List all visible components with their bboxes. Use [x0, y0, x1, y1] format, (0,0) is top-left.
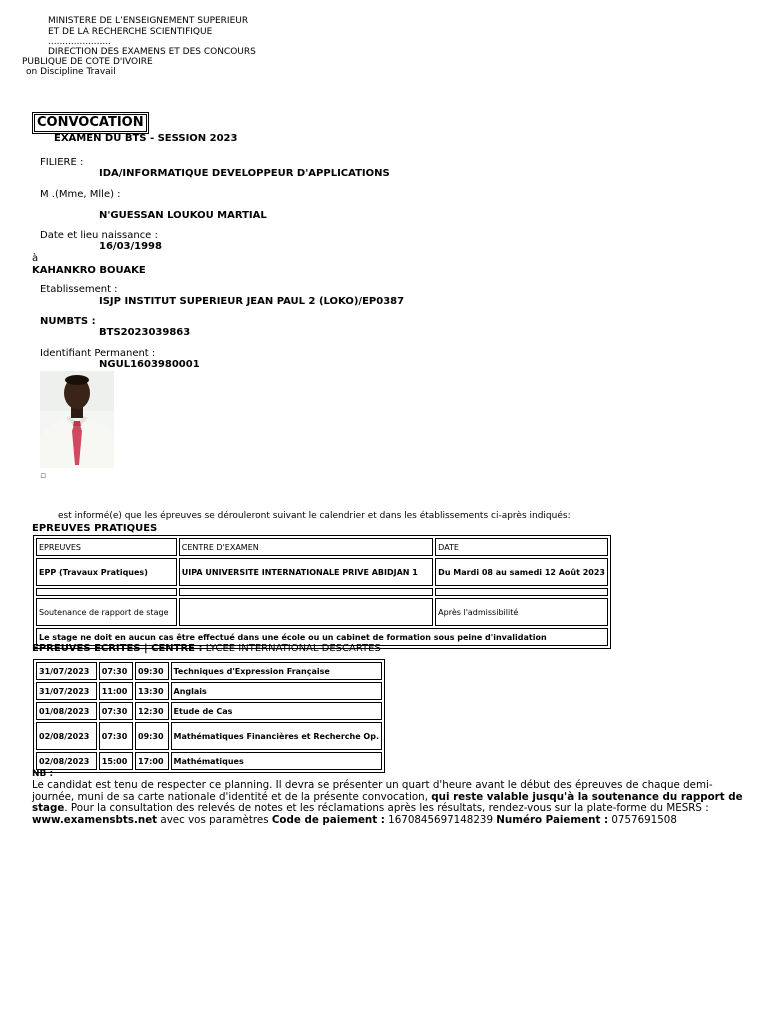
info-sentence: est informé(e) que les épreuves se dérouleront suivant le calendrier et dans les établissements ci-après indiqués: [58, 511, 571, 521]
soutenance-epreuve: Soutenance de rapport de stage [36, 598, 177, 626]
code-label: Code de paiement : [271, 814, 385, 827]
exam-subject: Mathématiques [171, 752, 382, 770]
table-row [36, 752, 382, 770]
name-label: M .(Mme, Mlle) : [40, 189, 121, 200]
epp-epreuve: EPP (Travaux Pratiques) [36, 558, 177, 586]
exam-date: 01/08/2023 [36, 702, 97, 720]
exam-start: 07:30 [99, 702, 133, 720]
table-row [36, 598, 608, 626]
num-value: 0757691508 [611, 814, 677, 827]
ministry-line-1: MINISTERE DE L’ENSEIGNEMENT SUPERIEUR [48, 16, 249, 26]
empty-cell [435, 588, 608, 596]
exam-start: 15:00 [99, 752, 133, 770]
stage-notice: Le stage ne doit en aucun cas être effectué dans une école ou un cabinet de formation sous peine d'invalidation [36, 628, 608, 646]
exam-start: 07:30 [99, 722, 133, 750]
identifiant-label: Identifiant Permanent : [40, 348, 156, 359]
soutenance-centre [179, 598, 433, 626]
exam-subject: Techniques d'Expression Française [171, 662, 382, 680]
numbts-value: BTS2023039863 [99, 327, 191, 338]
birth-label: Date et lieu naissance : [40, 230, 158, 241]
etablissement-label: Etablissement : [40, 284, 118, 295]
table-row [36, 722, 382, 750]
birth-date: 16/03/1998 [99, 241, 162, 252]
table-row [36, 662, 382, 680]
exam-subject: Mathématiques Financières et Recherche Op. [171, 722, 382, 750]
convocation-title: CONVOCATION [32, 112, 149, 134]
exam-date: 02/08/2023 [36, 752, 97, 770]
filiere-value: IDA/INFORMATIQUE DEVELOPPEUR D'APPLICATIONS [99, 168, 390, 179]
code-value: 1670845697148239 [388, 814, 493, 827]
etablissement-value: ISJP INSTITUT SUPERIEUR JEAN PAUL 2 (LOKO)/EP0387 [99, 296, 405, 307]
table-row [36, 558, 608, 586]
exam-end: 13:30 [135, 682, 168, 700]
session-title: EXAMEN DU BTS - SESSION 2023 [54, 133, 238, 144]
ecrites-heading [32, 643, 381, 654]
direction-line: DIRECTION DES EXAMENS ET DES CONCOURS [48, 47, 256, 57]
pratiques-heading: EPREUVES PRATIQUES [32, 523, 158, 534]
nb-label: NB : [32, 769, 54, 779]
empty-cell [36, 588, 177, 596]
ecrites-centre: LYCEE INTERNATIONAL DESCARTES [205, 643, 381, 654]
republic-line: PUBLIQUE DE COTE D'IVOIRE [22, 57, 153, 67]
table-row [36, 682, 382, 700]
pratiques-table [33, 535, 611, 649]
table-row [36, 702, 382, 720]
birth-a: à [32, 253, 39, 264]
header-epreuves: EPREUVES [36, 538, 177, 556]
table-row [36, 588, 608, 596]
checkbox-marker: ▫ [40, 471, 47, 481]
exam-subject: Etude de Cas [171, 702, 382, 720]
exam-end: 12:30 [135, 702, 168, 720]
nb-paragraph [32, 780, 752, 827]
exam-subject: Anglais [171, 682, 382, 700]
header-date: DATE [435, 538, 608, 556]
exam-end: 09:30 [135, 722, 168, 750]
candidate-photo [40, 371, 114, 468]
ecrites-table [33, 659, 385, 773]
nb-text-2: . Pour la consultation des relevés de notes et les réclamations après les résultats, rendez-vous sur la plate-forme du MESRS : [64, 802, 709, 815]
website-link[interactable]: www.examensbts.net [32, 814, 158, 827]
exam-end: 17:00 [135, 752, 168, 770]
exam-date: 02/08/2023 [36, 722, 97, 750]
header-centre: CENTRE D'EXAMEN [179, 538, 433, 556]
exam-date: 31/07/2023 [36, 662, 97, 680]
nb-text-3: avec vos paramètres [160, 814, 269, 827]
exam-date: 31/07/2023 [36, 682, 97, 700]
filiere-label: FILIERE : [40, 157, 84, 168]
identifiant-value: NGUL1603980001 [99, 359, 200, 370]
epp-centre: UIPA UNIVERSITE INTERNATIONALE PRIVE ABIDJAN 1 [179, 558, 433, 586]
nb-text-1: Le candidat est tenu de respecter ce planning. Il devra se présenter un quart d'heure avant le début des épreuves de chaque demi-journée, muni de sa carte nationale d'identité et de la présente convocation, [32, 779, 713, 803]
table-header-row [36, 538, 608, 556]
epp-date: Du Mardi 08 au samedi 12 Août 2023 [435, 558, 608, 586]
nb-bold-1: qui reste valable jusqu'à la soutenance du rapport de stage [32, 790, 743, 815]
birth-place: KAHANKRO BOUAKE [32, 265, 146, 276]
ministry-line-2: ET DE LA RECHERCHE SCIENTIFIQUE [48, 27, 213, 37]
empty-cell [179, 588, 433, 596]
soutenance-date: Après l'admissibilité [435, 598, 608, 626]
exam-start: 07:30 [99, 662, 133, 680]
exam-end: 09:30 [135, 662, 168, 680]
portrait-image [40, 371, 114, 468]
header-dots: ...................... [48, 37, 111, 47]
num-label: Numéro Paiement : [496, 814, 609, 827]
motto-line: on Discipline Travail [26, 67, 116, 77]
numbts-label: NUMBTS : [40, 316, 96, 327]
name-value: N'GUESSAN LOUKOU MARTIAL [99, 210, 267, 221]
exam-start: 11:00 [99, 682, 133, 700]
ecrites-heading-label: EPREUVES ECRITES | CENTRE : [32, 643, 203, 654]
